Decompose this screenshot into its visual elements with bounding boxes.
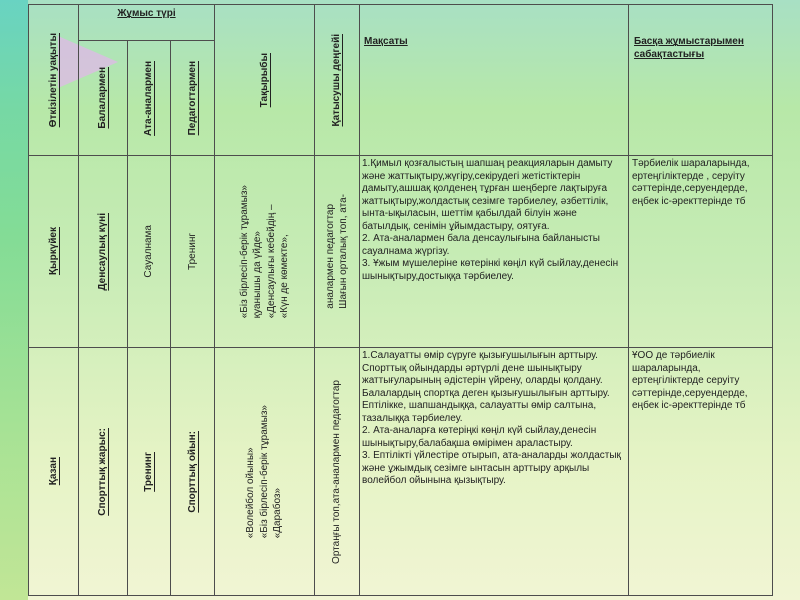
row1-teachers: Тренинг <box>186 233 198 270</box>
row1-topic: «Күн де көмекте», «Денсаулығы кебейдің – қуанышы да үйде» «Біз бірлесіп-берік тұрамыз» <box>238 184 290 319</box>
row2-goal: 1.Салауатты өмір сүруге қызығушылығын арттыру. Спорттық ойындарды әртүрлі дене шынықтыру жаттығуларының әдістерін үйрену, оларды қолдану. Балалардың спортқа деген қызығушылығын арттыру. Ептілікке, шапшандыққа, салауатты өмір салтына, тазалыққа тәрбиелеу. 2. Ата-аналарға көтеріңкі көңіл күй сыйлау,денесін шынықтыру,балабақша өмірімен араластыру. 3. Ептілікті үйлестіре отырып, ата-аналарды жолдастық және ұжымдық сезімге ынтасын арттыру арқылы волейбол ойынына қызықтыру. <box>362 350 621 486</box>
row2-links: ҰОО де тәрбиелік шараларында, ертеңгіліктерде серуіту сәттерінде,серуендерде, еңбек іс-әректтерінде тб <box>632 350 748 411</box>
row1-parents: Сауалнама <box>143 225 155 278</box>
header-time: Өткізілетін уақыты <box>47 32 59 128</box>
header-work-type: Жұмыс түрі <box>117 8 176 19</box>
header-topic: Тақырыбы <box>258 52 270 108</box>
header-teachers: Педагогтармен <box>186 60 198 136</box>
header-children: Балалармен <box>97 67 109 129</box>
row1-goal: 1.Қимыл қозғалыстың шапшаң реакцияларын дамыту және жаттықтыру,жүгіру,секірудегі жетістіктерін дамыту,ашшақ қолденең тұрған шеңберге лақтыруға жаттықтыру,жолдастық сезімге тәрбиелеу, әзбеттілік, ынта-ықыласын, шеттім қабылдай білуін және батылдық, сенімін ұйымдастыру, оятуға. 2. Ата-аналармен бала денсаулығына байланысты сауалнама жүргізу. 3. Ұжым мүшелеріне көтерінкі көңіл күй сыйлау,денесін шынықтыру,достыққа тәрбиелеу. <box>362 158 619 282</box>
header-links: Басқа жұмыстарымен сабақтастығы <box>634 36 744 60</box>
header-participant-level: Қатысушы деңгейі <box>331 33 343 127</box>
row1-time: Қыркүйек <box>47 227 59 276</box>
row2-children: Спорттық жарыс: <box>97 427 109 516</box>
header-goal: Мақсаты <box>364 36 408 47</box>
row2-topic: «Дарабоз» «Біз бірлесіп-берік тұрамыз» «Волейбол ойыны» <box>245 404 284 539</box>
row2-parents: Тренинг <box>143 451 155 492</box>
row1-children: Денсаулық күні <box>97 212 109 291</box>
row2-teachers: Спорттық ойын: <box>186 430 198 513</box>
row1-links: Тәрбиелік шараларында, ертеңгіліктерде , серуіту сәттерінде,серуендерде, еңбек іс-әректтерінде тб <box>632 158 750 207</box>
row1-participants: Шағын орталық топ, ата- аналармен педагогтар <box>324 194 349 309</box>
row2-participants: Ортаңғы топ,ата-аналармен педагогтар <box>331 379 343 564</box>
header-parents: Ата-аналармен <box>143 60 155 136</box>
row2-time: Қазан <box>47 457 59 486</box>
